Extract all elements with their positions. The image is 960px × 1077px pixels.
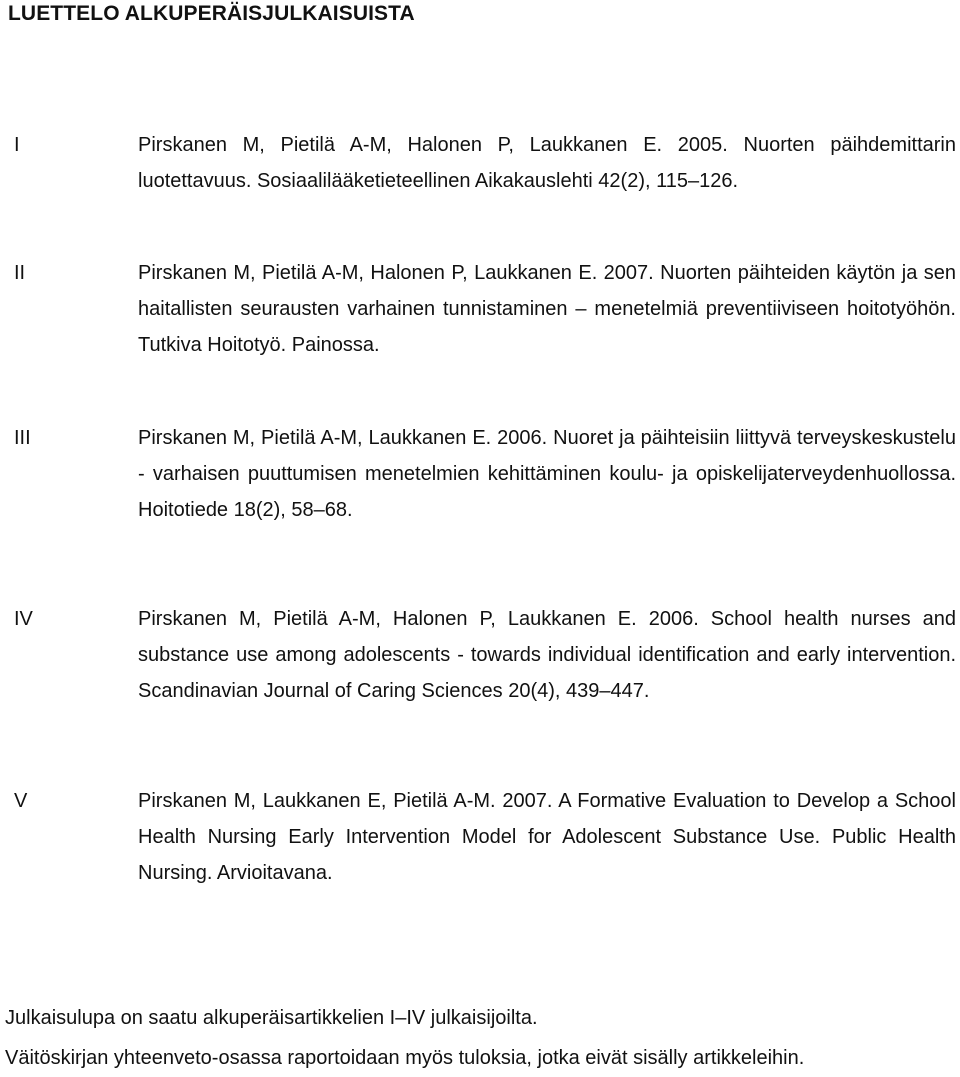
publication-reference: Pirskanen M, Laukkanen E, Pietilä A-M. 2007. A Formative Evaluation to Develop a School Health Nursing Early Intervention Model for Adolescent Substance Use. Public Health Nursing. Arvioitavana. <box>138 790 956 884</box>
publication-reference: Pirskanen M, Pietilä A-M, Halonen P, Laukkanen E. 2005. Nuorten päihdemittarin luotettavuus. Sosiaalilääketieteellinen Aikakauslehti 42(2), 115–126. <box>138 134 956 192</box>
publication-numeral: II <box>14 262 26 284</box>
publication-reference: Pirskanen M, Pietilä A-M, Halonen P, Laukkanen E. 2007. Nuorten päihteiden käytön ja sen haitallisten seurausten varhainen tunnistaminen – menetelmiä preventiiviseen hoitotyöhön. Tutkiva Hoitotyö. Painossa. <box>138 262 956 356</box>
results-note: Väitöskirjan yhteenveto-osassa raportoidaan myös tuloksia, jotka eivät sisälly artikkeleihin. <box>5 1047 805 1069</box>
publication-numeral: III <box>14 427 31 449</box>
publication-reference: Pirskanen M, Pietilä A-M, Halonen P, Laukkanen E. 2006. School health nurses and substance use among adolescents - towards individual identification and early intervention. Scandinavian Journal of Caring Sciences 20(4), 439–447. <box>138 608 956 702</box>
publication-numeral: V <box>14 790 28 812</box>
publication-reference: Pirskanen M, Pietilä A-M, Laukkanen E. 2006. Nuoret ja päihteisiin liittyvä terveyskeskustelu - varhaisen puuttumisen menetelmien kehittäminen koulu- ja opiskelijaterveydenhuollossa. Hoitotiede 18(2), 58–68. <box>138 427 956 521</box>
publication-numeral: IV <box>14 608 33 630</box>
publication-numeral: I <box>14 134 20 156</box>
page-title: LUETTELO ALKUPERÄISJULKAISUISTA <box>8 2 415 25</box>
permission-note: Julkaisulupa on saatu alkuperäisartikkelien I–IV julkaisijoilta. <box>5 1007 538 1029</box>
